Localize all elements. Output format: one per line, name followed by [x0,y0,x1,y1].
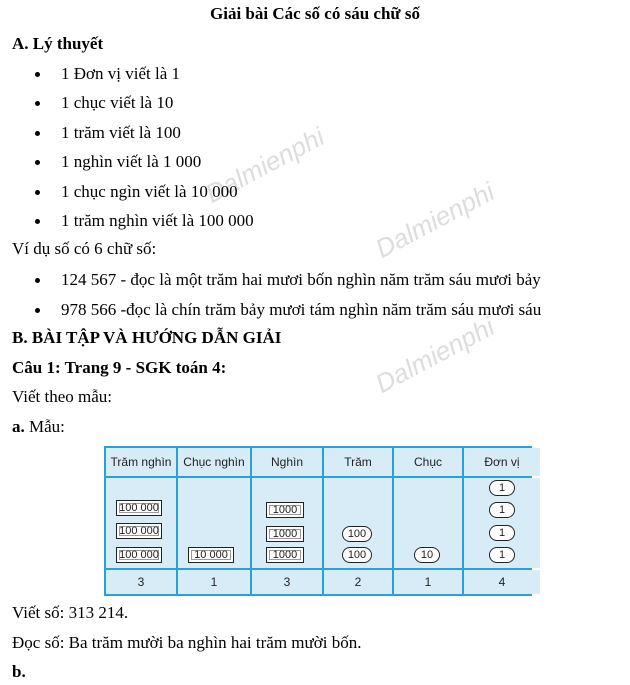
section-a-heading: A. Lý thuyết [12,34,104,53]
bullet-icon [35,278,40,283]
section-b-heading: B. BÀI TẬP VÀ HƯỚNG DẪN GIẢI [12,328,282,347]
bullet-icon [35,72,40,77]
example-number: 124 567 - [61,270,127,289]
header-chuc: Chục [394,448,462,476]
count-tram: 2 [324,570,392,594]
example-number: 978 566 - [61,300,127,319]
header-tram-nghin: Trăm nghìn [106,448,176,476]
token-oval: 1 [489,525,515,541]
cell-tram-nghin [106,478,176,568]
token-box: 1000 [266,547,304,563]
token-oval: 10 [414,547,440,563]
header-tram: Trăm [324,448,392,476]
count-chuc-nghin: 1 [178,570,250,594]
bullet-icon [35,160,40,165]
token-oval: 100 [342,547,372,563]
cell-chuc-nghin [178,478,250,568]
count-chuc: 1 [394,570,462,594]
token-box: 100 000 [116,500,162,516]
token-box: 1000 [266,526,304,542]
part-a-line [12,416,65,438]
token-oval: 1 [489,480,515,496]
example-intro: Ví dụ số có 6 chữ số: [12,239,157,258]
cell-nghin [252,478,322,568]
place-value-table [104,446,532,596]
token-box: 1000 [266,502,304,518]
page-title: Giải bài Các số có sáu chữ số [210,4,420,23]
count-don-vi: 4 [464,570,540,594]
bullet-icon [35,101,40,106]
token-oval: 1 [489,547,515,563]
token-box: 10 000 [188,547,234,563]
cell-chuc [394,478,462,568]
bullet-icon [35,219,40,224]
watermark: Dalmienphi [370,311,500,399]
write-number: Viết số: 313 214. [12,603,129,622]
token-oval: 1 [489,502,515,518]
cell-tram [324,478,392,568]
read-number: Đọc số: Ba trăm mười ba nghìn hai trăm mười bốn. [12,633,362,652]
header-don-vi: Đơn vị [464,448,540,476]
bullet-icon [35,308,40,313]
watermark: Dalmienphi [200,121,330,209]
header-nghin: Nghìn [252,448,322,476]
instruction: Viết theo mẫu: [12,387,113,406]
count-tram-nghin: 3 [106,570,176,594]
bullet-icon [35,190,40,195]
bullet-icon [35,131,40,136]
part-a-text: Mẫu: [24,417,65,436]
header-chuc-nghin: Chục nghìn [178,448,250,476]
cell-don-vi [464,478,540,568]
example-text: đọc là chín trăm bảy mươi tám nghìn năm trăm sáu mươi sáu [126,300,542,319]
question-heading: Câu 1: Trang 9 - SGK toán 4: [12,358,227,377]
count-nghin: 3 [252,570,322,594]
part-b-label: b. [12,662,26,681]
example-text: đọc là một trăm hai mươi bốn nghìn năm trăm sáu mươi bảy [126,270,541,289]
token-box: 100 000 [116,547,162,563]
token-box: 100 000 [116,523,162,539]
token-oval: 100 [342,526,372,542]
watermark: Dalmienphi [370,176,500,264]
part-a-label: a. [12,417,25,436]
